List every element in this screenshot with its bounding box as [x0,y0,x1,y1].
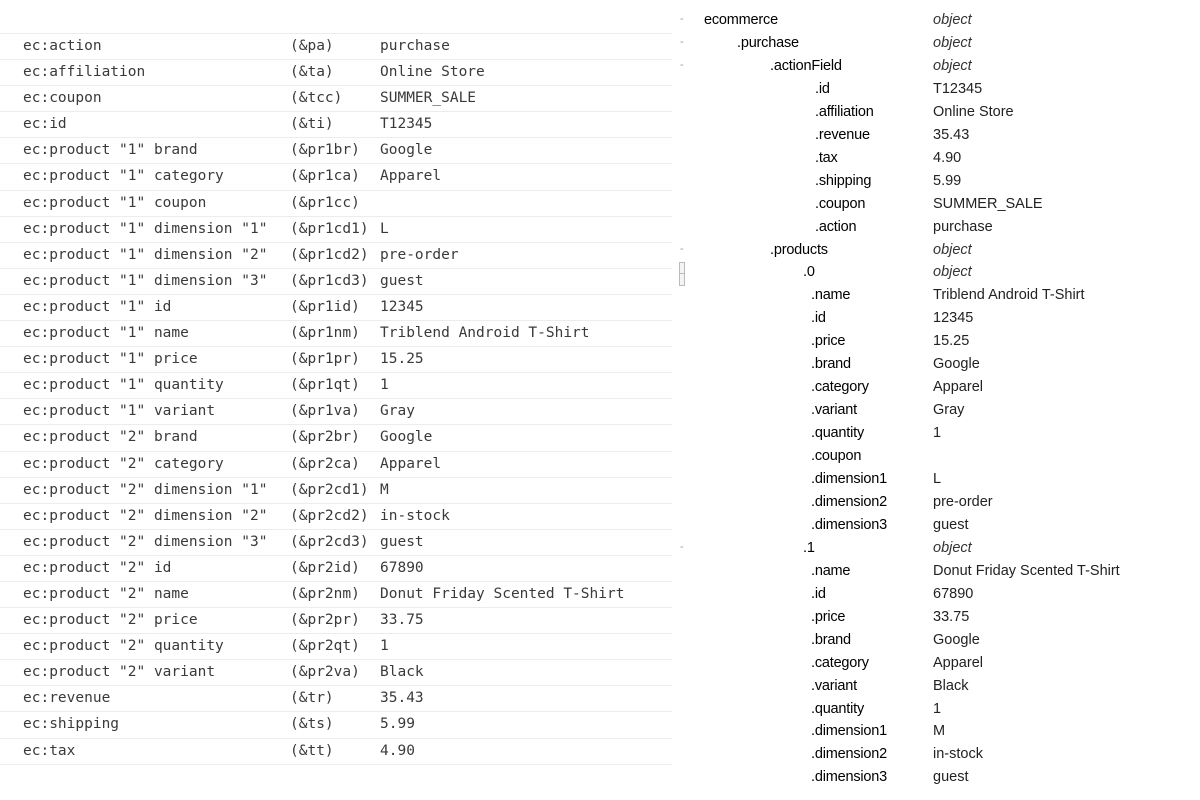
param-name: ec:product "1" quantity [23,377,224,394]
param-value: Google [380,142,433,159]
tree-node-value: Gray [933,402,965,419]
param-key: (&pr2cd2) [290,507,369,524]
hit-parameters-table [0,34,672,765]
tree-node [676,767,1200,790]
param-name: ec:product "2" quantity [23,638,224,655]
tree-node-value: Donut Friday Scented T-Shirt [933,562,1120,579]
tree-node-key: .dimension3 [811,769,887,786]
tree-node-value: Google [933,356,980,373]
param-value: T12345 [380,116,433,133]
param-name: ec:product "1" name [23,325,189,342]
tree-node [676,79,1200,102]
tree-node [676,744,1200,767]
tree-node [676,515,1200,538]
tree-node-value: object [933,12,972,28]
table-row [0,243,672,269]
table-row [0,530,672,556]
tree-node-key: .name [811,562,851,579]
param-value: 4.90 [380,742,415,759]
tree-node-key: .action [815,218,857,235]
tree-node[interactable] [676,33,1200,56]
param-key: (&pr1nm) [290,325,360,342]
table-row [0,191,672,217]
tree-node-key: .name [811,287,851,304]
tree-node-key: .actionField [770,57,842,74]
param-name: ec:id [23,116,67,133]
param-name: ec:coupon [23,90,102,107]
param-value: in-stock [380,507,450,524]
param-value: Gray [380,403,415,420]
tree-node-key: ecommerce [704,12,778,28]
param-name: ec:tax [23,742,76,759]
param-value: Apparel [380,168,442,185]
table-row [0,686,672,712]
param-value: 12345 [380,298,424,315]
tree-node [676,171,1200,194]
tree-node-value: Apparel [933,379,983,396]
tree-node [676,377,1200,400]
tree-node-key: .dimension3 [811,516,887,533]
tree-node-value: Google [933,631,980,648]
param-name: ec:affiliation [23,64,146,81]
tree-node-value: Triblend Android T-Shirt [933,287,1085,304]
tree-node-key: .price [811,608,846,625]
tree-node[interactable] [676,10,1200,33]
tree-node [676,699,1200,722]
tree-node-key: .id [811,310,826,327]
tree-node-key: .quantity [811,700,865,717]
tree-node-key: .coupon [815,195,866,212]
tree-node [676,125,1200,148]
table-row [0,452,672,478]
param-key: (&pr1qt) [290,377,360,394]
collapse-toggle-icon[interactable]: - [680,35,684,48]
table-row [0,373,672,399]
table-row [0,217,672,243]
tree-node-value: guest [933,516,969,533]
param-key: (&ts) [290,716,334,733]
tree-node [676,285,1200,308]
tree-node[interactable] [676,56,1200,79]
tree-node-key: .0 [803,264,815,281]
tree-node-value: 67890 [933,585,974,602]
table-row [0,269,672,295]
param-value: 5.99 [380,716,415,733]
tree-node-key: .dimension2 [811,493,887,510]
table-row [0,138,672,164]
tree-node-value: 33.75 [933,608,970,625]
table-row [0,660,672,686]
param-key: (&pr2id) [290,559,360,576]
tree-node-value: 1 [933,425,942,442]
tree-node-value: pre-order [933,493,993,510]
table-row [0,478,672,504]
tree-node-value: 1 [933,700,942,717]
table-row [0,425,672,451]
collapse-toggle-icon[interactable]: - [680,242,684,255]
param-key: (&pr1cd2) [290,246,369,263]
param-value: 33.75 [380,612,424,629]
tree-node-key: .variant [811,402,857,419]
param-name: ec:product "2" name [23,585,189,602]
param-value: L [380,220,389,237]
tree-node-value: object [933,264,972,281]
param-key: (&ti) [290,116,334,133]
param-key: (&pr1cd1) [290,220,369,237]
tree-node-value: object [933,34,972,51]
table-row [0,347,672,373]
param-name: ec:product "1" category [23,168,224,185]
table-row [0,86,672,112]
datalayer-tree-panel [676,0,1200,800]
param-key: (&pr1pr) [290,351,360,368]
tree-node [676,469,1200,492]
param-value: Donut Friday Scented T-Shirt [380,585,625,602]
tree-node [676,400,1200,423]
tree-node-value: purchase [933,218,993,235]
tree-node [676,194,1200,217]
tree-node [676,676,1200,699]
tree-node [676,354,1200,377]
param-value: M [380,481,389,498]
tree-node-key: .quantity [811,425,865,442]
table-row [0,504,672,530]
param-name: ec:product "1" id [23,298,172,315]
param-name: ec:product "2" variant [23,664,216,681]
table-row [0,399,672,425]
tree-node-key: .dimension1 [811,723,887,740]
tree-node-value: object [933,241,972,258]
tree-node-value: guest [933,769,969,786]
tree-node-key: .variant [811,677,857,694]
param-key: (&pr2br) [290,429,360,446]
param-value: SUMMER_SALE [380,90,477,107]
tree-node [676,331,1200,354]
param-value: Google [380,429,433,446]
table-row [0,556,672,582]
param-value: 1 [380,638,389,655]
tree-node[interactable] [676,240,1200,263]
param-name: ec:product "1" dimension "2" [23,246,268,263]
tree-node-key: .1 [803,539,815,556]
param-name: ec:product "2" dimension "1" [23,481,268,498]
tree-node [676,561,1200,584]
param-value: 67890 [380,559,424,576]
tree-node [676,148,1200,171]
param-key: (&tcc) [290,90,343,107]
tree-node-key: .shipping [815,172,872,189]
table-row [0,739,672,765]
tree-node-value: Black [933,677,969,694]
tree-node [676,308,1200,331]
tree-node-key: .category [811,379,869,396]
tree-node-key: .price [811,333,846,350]
param-value: purchase [380,38,450,54]
tree-node [676,721,1200,744]
param-value: guest [380,272,424,289]
tree-node [676,492,1200,515]
param-name: ec:product "1" variant [23,403,216,420]
tree-node [676,102,1200,125]
tree-node-key: .coupon [811,448,862,465]
tree-node [676,446,1200,469]
tree-node-value: 12345 [933,310,974,327]
param-key: (&pr1cd3) [290,272,369,289]
param-name: ec:action [23,38,102,54]
param-name: ec:product "2" dimension "3" [23,533,268,550]
tree-node [676,584,1200,607]
param-key: (&pr2va) [290,664,360,681]
param-key: (&pr2cd3) [290,533,369,550]
param-key: (&pr2nm) [290,585,360,602]
param-key: (&tr) [290,690,334,707]
tree-node-key: .brand [811,356,851,373]
param-name: ec:product "2" price [23,612,198,629]
tree-node-key: .affiliation [815,103,874,120]
tree-node-key: .purchase [737,34,799,51]
param-value: pre-order [380,246,459,263]
table-row [0,34,672,60]
tree-node [676,630,1200,653]
tree-node-key: .dimension1 [811,471,887,487]
table-row [0,112,672,138]
table-row [0,60,672,86]
param-name: ec:product "1" coupon [23,194,207,211]
param-key: (&pr2ca) [290,455,360,472]
param-key: (&pr2cd1) [290,481,369,498]
tree-node [676,607,1200,630]
param-key: (&pr1br) [290,142,360,159]
param-name: ec:product "2" brand [23,429,198,446]
param-value: guest [380,533,424,550]
tree-node[interactable] [676,262,1200,285]
param-value: Apparel [380,455,442,472]
param-name: ec:product "2" id [23,559,172,576]
param-key: (&pr2qt) [290,638,360,655]
param-key: (&pr1ca) [290,168,360,185]
param-name: ec:product "1" dimension "3" [23,272,268,289]
table-row [0,164,672,190]
collapse-toggle-icon[interactable]: - [680,13,684,25]
param-value: 1 [380,377,389,394]
tree-node-key: .id [811,585,826,602]
tree-node[interactable] [676,538,1200,561]
param-name: ec:product "1" price [23,351,198,368]
param-key: (&pr1cc) [290,194,360,211]
tree-node [676,423,1200,446]
tree-node-value: object [933,539,972,556]
tree-node-key: .revenue [815,126,870,143]
table-row [0,634,672,660]
param-key: (&tt) [290,742,334,759]
tree-node-value: Online Store [933,103,1014,120]
table-row [0,712,672,738]
tree-node-value: in-stock [933,746,983,763]
tree-node [676,217,1200,240]
tree-node-value: 15.25 [933,333,970,350]
collapse-toggle-icon[interactable]: - [680,58,684,71]
param-key: (&pa) [290,38,334,54]
param-name: ec:product "1" brand [23,142,198,159]
tree-node-value: 5.99 [933,172,962,189]
tree-node-key: .id [815,80,830,97]
tree-node-value: T12345 [933,80,983,97]
tree-node-key: .products [770,241,828,258]
param-key: (&pr1va) [290,403,360,420]
tree-node-value: object [933,57,972,74]
tree-node-value: L [933,471,942,487]
param-name: ec:product "2" category [23,455,224,472]
table-row [0,582,672,608]
collapse-toggle-icon[interactable]: - [680,540,684,553]
tree-node-key: .tax [815,149,838,166]
tree-node [676,653,1200,676]
param-name: ec:revenue [23,690,111,707]
param-name: ec:product "2" dimension "2" [23,507,268,524]
table-row [0,608,672,634]
param-key: (&pr2pr) [290,612,360,629]
table-row [0,295,672,321]
param-key: (&ta) [290,64,334,81]
table-row [0,321,672,347]
param-value: 15.25 [380,351,424,368]
param-name: ec:product "1" dimension "1" [23,220,268,237]
param-value: Triblend Android T-Shirt [380,325,590,342]
param-name: ec:shipping [23,716,120,733]
tree-node-value: M [933,723,946,740]
param-value: Online Store [380,64,485,81]
tree-node-value: 35.43 [933,126,970,143]
tree-node-key: .brand [811,631,851,648]
tree-node-value: 4.90 [933,149,962,166]
param-key: (&pr1id) [290,298,360,315]
param-value: 35.43 [380,690,424,707]
param-value: Black [380,664,424,681]
tree-node-value: SUMMER_SALE [933,195,1043,212]
tree-node-value: Apparel [933,654,983,671]
tree-node-key: .dimension2 [811,746,887,763]
tree-node-key: .category [811,654,869,671]
